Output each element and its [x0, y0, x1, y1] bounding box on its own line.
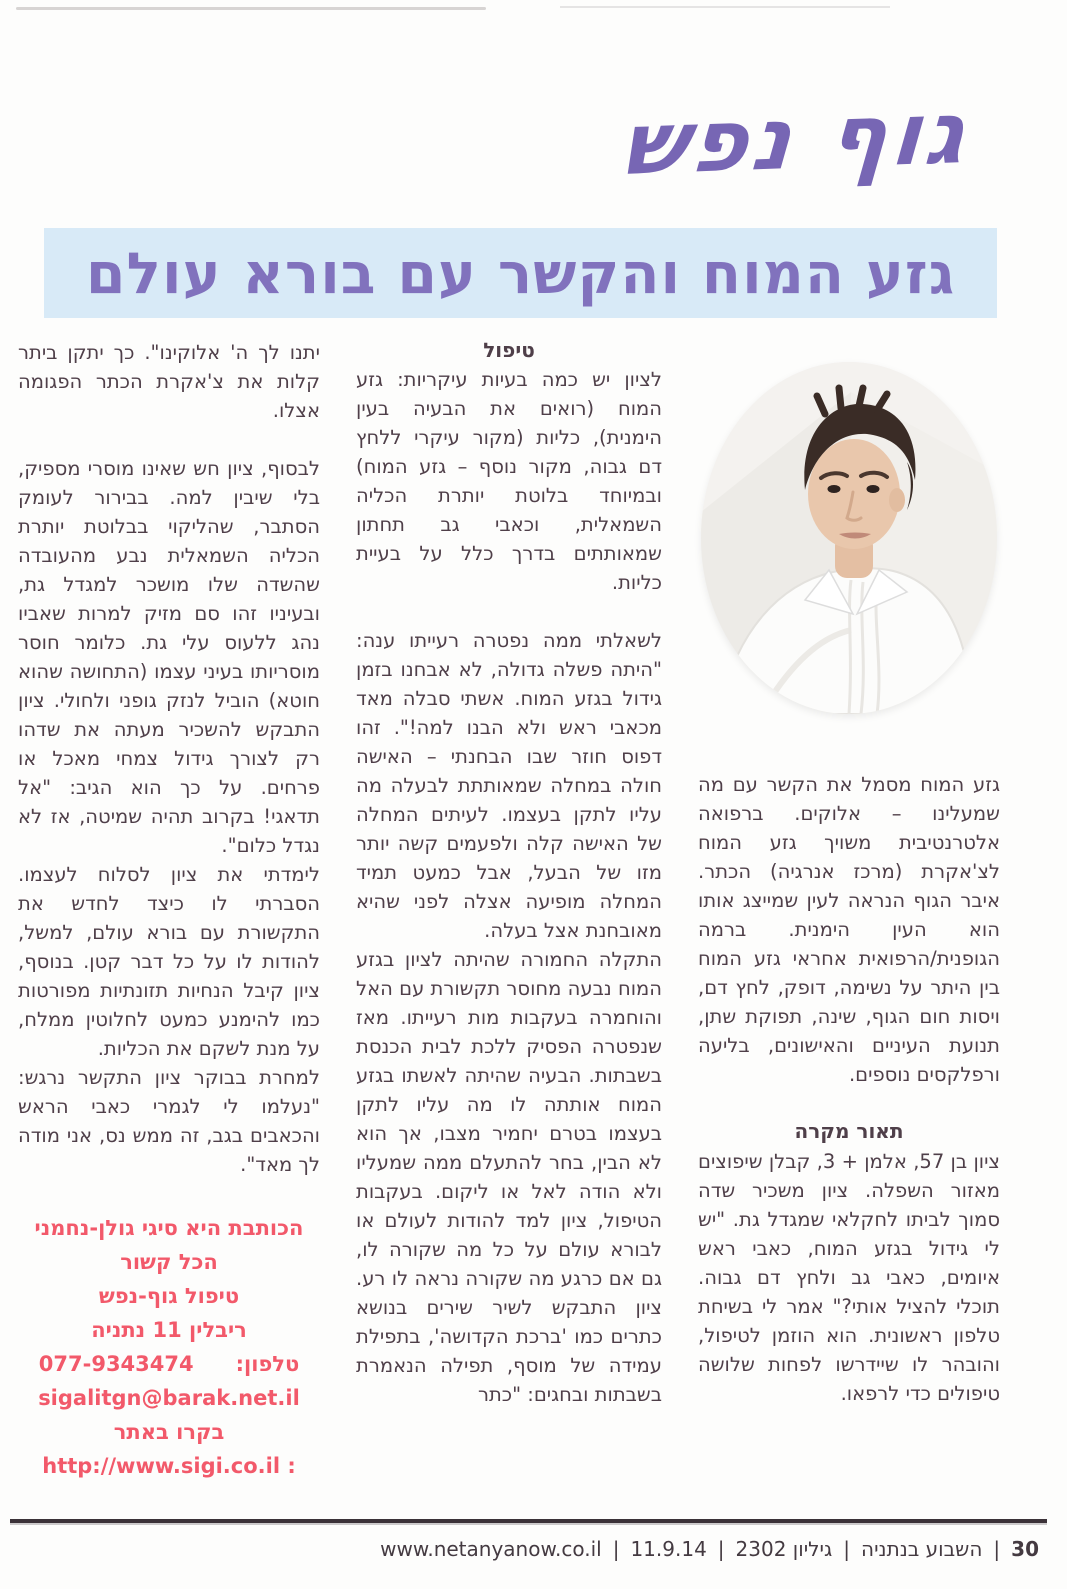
article-columns — [18, 338, 1000, 1483]
website-url: http://www.sigi.co.il : — [42, 1454, 296, 1478]
email-address: sigalitgn@barak.net.il — [38, 1386, 300, 1410]
section-header-case-description: תאור מקרה — [794, 1119, 904, 1143]
paragraph: לציון יש כמה בעיות עיקריות: גזע המוח (רואים את הבעיה בעין הימנית), כליות (מקור עיקרי ללחץ דם גבוה, מקור נוסף – גזע המוח) ובמיוחד בלוטת יותרת הכליה השמאלית, וכאבי גב תחתון שמאותתים בדרך כלל על בעיית כליות. — [356, 368, 662, 594]
page-footer — [380, 1537, 1039, 1561]
business-name: הכל קשור — [120, 1250, 218, 1274]
footer-separator: | — [612, 1537, 620, 1561]
woman-portrait-illustration — [701, 362, 997, 714]
paragraph: יתנו לך ה' אלוקינו". כך יתקן ביתר קלות את צ'אקרת הכתר הפגומה אצלו. — [18, 341, 320, 422]
service-name: טיפול גוף-נפש — [98, 1284, 240, 1308]
portrait-photo — [701, 362, 997, 714]
paragraph: גזע המוח מסמל את הקשר עם מה שמעלינו – אלוקים. ברפואה אלטרנטיבית משויך גזע המוח לצ'אקרת (מרכז אנרגיה) הכתר. איבר הגוף הנראה לעין שמייצג אותו הוא העין הימנית. ברמה הגופנית/הרפואית אחראי גזע המוח בין היתר על נשימה, דופק, לחץ דם, ויסות חום הגוף, שינה, תפוקת שתן, תנועת העיניים והאישונים, בליעה ורפלקסים נוספים. — [698, 773, 1000, 1086]
paragraph: לבסוף, ציון חש שאינו מוסרי מספיק, בלי שיבין למה. בבירור לעומק הסתבר, שהליקוי בבלוטת יותרת הכליה השמאלית נבע מהעובדה שהשדה שלו מושכר למגדל גת, ובעיניו זהו סם מזיק למרות שאביו נהג ללעוס עלי גת. כלומר חוסר מוסריותו בעיני עצמו (התחושה שהוא חוטא) הוביל לנזק גופני ולחולי. ציון התבקש להשכיר מעתה את שדהו רק לצורך גידול צמחי מאכל או פרחים. על כך הוא הגיב: "אל תדאגי! בקרוב תהיה שמיטה, אז לא נגדל כלום". — [18, 457, 320, 857]
author-contact-block — [18, 1211, 320, 1483]
footer-separator: | — [843, 1537, 851, 1561]
article-title: גזע המוח והקשר עם בורא עולם — [85, 241, 956, 307]
publication-name: השבוע בנתניה — [861, 1537, 983, 1561]
footer-divider — [10, 1519, 1047, 1523]
section-logo-guf-nefesh: גוף נפש — [618, 83, 972, 195]
headline-band — [44, 228, 997, 318]
publication-website: www.netanyanow.co.il — [380, 1537, 602, 1561]
paragraph: ציון בן 57, אלמן + 3, קבלן שיפוצים מאזור השפלה. ציון משכיר שדה סמוך לביתו לחקלאי שמגדל גת. "יש לי גידול בגזע המוח, כאבי ראש איומים, כאבי גב ולחץ דם גבוה. תוכלי להציל אותי?" אמר לי בשיחת טלפון ראשונית. הוא הוזמן לטיפול, והובהר לו שיידרשו לפחות שלושה טיפולים כדי לרפאו. — [698, 1150, 1001, 1405]
footer-separator: | — [993, 1537, 1001, 1561]
phone-label: טלפון: — [235, 1352, 300, 1376]
issue-number: גיליון 2302 — [735, 1537, 833, 1561]
column-right — [698, 338, 1000, 1483]
phone-line — [18, 1347, 320, 1381]
scan-artifact — [560, 6, 890, 8]
footer-separator: | — [717, 1537, 725, 1561]
issue-date: 11.9.14 — [630, 1537, 707, 1561]
paragraph: לשאלתי ממה נפטרה רעייתו ענה: "היתה פשלה גדולה, לא אבחנו בזמן גידול בגזע המוח. אשתי סבלה מאד מכאבי ראש ולא הבנו למה!". זהו דפוס חוזר שבו הבחנתי – האישה חולה במחלה שמאותתת לבעלה מה עליו לתקן בעצמו. לעיתים המחלה של האישה קלה ולפעמים קשה יותר מזו של הבעל, אבל כמעט תמיד המחלה מופיעה אצלה לפני שהיא מאובחנת אצל בעלה. — [356, 629, 662, 942]
phone-number: 077-9343474 — [38, 1352, 194, 1376]
section-header-treatment: טיפול — [483, 338, 535, 362]
author-byline: הכותבת היא סיגי גולן-נחמני — [34, 1216, 304, 1240]
column-middle — [356, 338, 662, 1483]
paragraph: למחרת בבוקר ציון התקשר נרגש: "נעלמו לי לגמרי כאבי הראש והכאבים בגב, זה ממש נס, אני מודה לך מאד". — [18, 1066, 320, 1176]
visit-site-label: בקרו באתר — [113, 1420, 225, 1444]
address: ריבלין 11 נתניה — [91, 1318, 247, 1342]
paragraph: לימדתי את ציון לסלוח לעצמו. הסברתי לו כיצד לחדש את התקשורת עם בורא עולם, למשל, להודות לו על כל דבר קטן. בנוסף, ציון קיבל הנחיות תזונתיות מפורטות כמו להימנע כמעט לחלוטין ממלח, על מנת לשקם את הכליות. — [18, 863, 320, 1060]
paragraph: התקלה החמורה שהיתה לציון בגזע המוח נבעה מחוסר תקשורת עם האל והוחמרה בעקבות מות רעייתו. מאז שנפטרה הפסיק ללכת לבית הכנסת בשבתות. הבעיה שהיתה לאשתו בגזע המוח אותתה לו מה עליו לתקן בעצמו בטרם יחמיר מצבו, אך הוא לא הבין, בחר להתעלם ממה שמעליו ולא הודה לאל או ליקום. בעקבות הטיפול, ציון למד להודות לעולם או לבורא עולם על כל מה שקורה לו, גם אם כרגע מה שקורה נראה לו רע. ציון התבקש לשיר שירים בנושא כתרים כמו 'ברכת הקדושה', בתפילת עמידה של מוסף, תפילה הנאמרת בשבתות ובחגים: "כתר — [356, 948, 662, 1406]
page-number: 30 — [1011, 1537, 1039, 1561]
column-left — [18, 338, 320, 1483]
scan-artifact — [16, 7, 486, 10]
